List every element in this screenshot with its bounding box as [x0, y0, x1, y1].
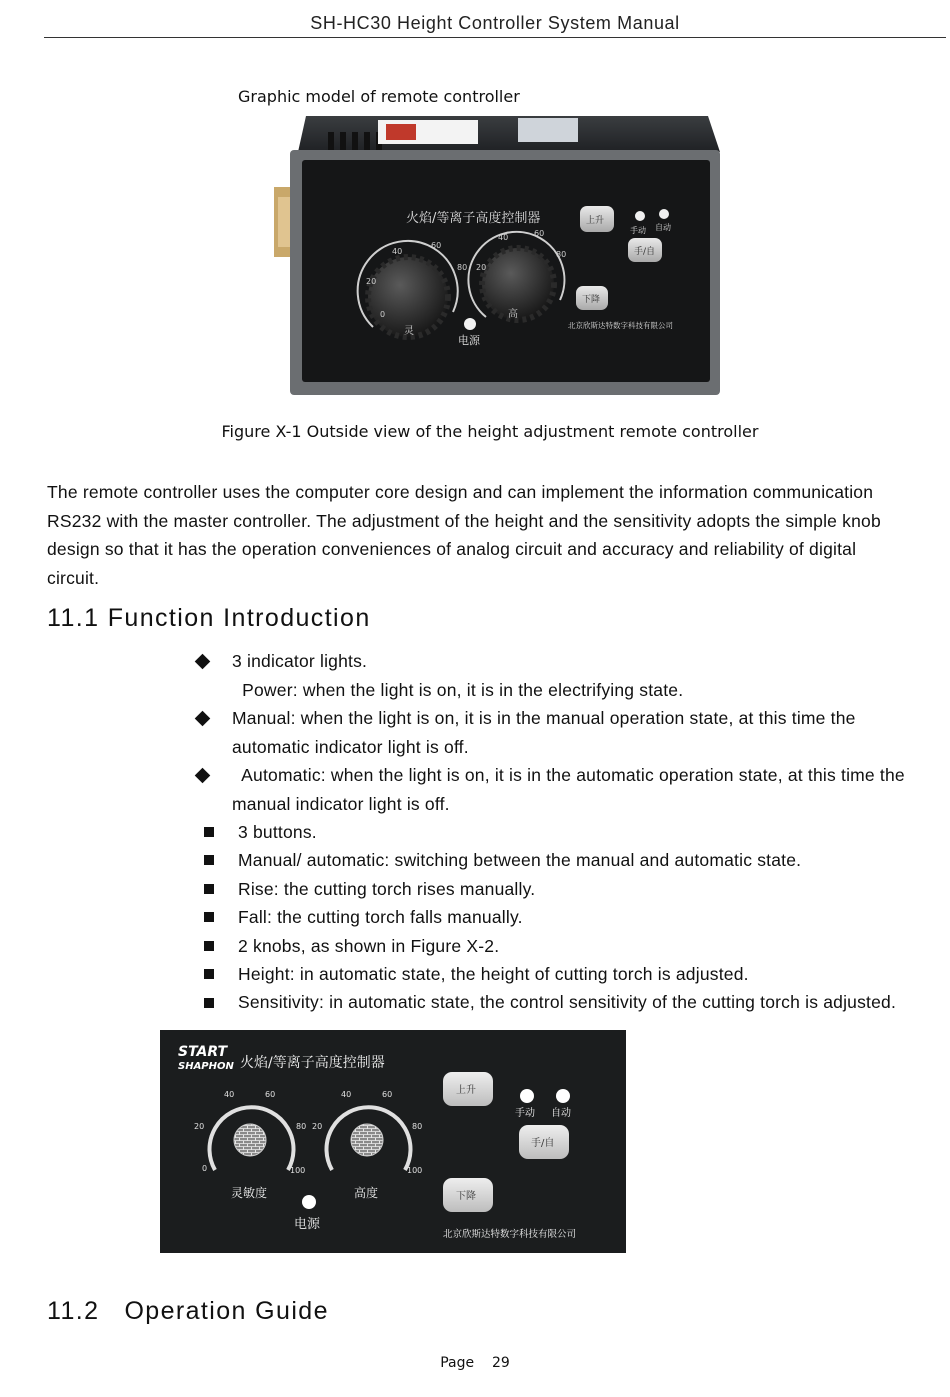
photo-power-led	[464, 318, 476, 330]
list-item-text: 3 buttons.	[238, 822, 317, 842]
list-item-text: Fall: the cutting torch falls manually.	[238, 907, 523, 927]
list-item-text: 3 indicator lights.	[232, 651, 368, 671]
document-header-title: SH-HC30 Height Controller System Manual	[310, 13, 680, 33]
photo-height-knob	[482, 248, 554, 320]
square-bullet	[204, 969, 214, 979]
svg-text:40: 40	[392, 247, 403, 256]
svg-text:40: 40	[224, 1090, 235, 1099]
list-item-text: manual indicator light is off.	[232, 794, 450, 814]
panel-title: 火焰/等离子高度控制器	[240, 1055, 385, 1071]
list-item-text: 2 knobs, as shown in Figure X-2.	[238, 936, 500, 956]
list-item-text: Manual/ automatic: switching between the manual and automatic state.	[238, 850, 802, 870]
svg-text:上升: 上升	[586, 216, 605, 226]
svg-text:100: 100	[407, 1166, 423, 1175]
manual-led-label: 手动	[515, 1108, 535, 1119]
page-footer	[0, 1355, 950, 1371]
list-item-text: Rise: the cutting torch rises manually.	[238, 879, 536, 899]
photo-auto-led	[659, 209, 669, 219]
logo-start: START	[178, 1044, 228, 1060]
power-led	[302, 1195, 316, 1209]
svg-text:80: 80	[556, 250, 567, 259]
auto-led	[556, 1089, 570, 1103]
power-label: 电源	[294, 1217, 321, 1232]
intro-line: RS232 with the master controller. The adjustment of the height and the sensitivity adopts the simple knob	[47, 510, 881, 531]
svg-text:60: 60	[534, 229, 545, 238]
list-item-text: Power: when the light is on, it is in the electrifying state.	[232, 680, 684, 700]
svg-text:20: 20	[312, 1122, 323, 1131]
list-item-text: Manual: when the light is on, it is in the manual operation state, at this time the	[232, 708, 856, 728]
header-rule	[44, 37, 946, 38]
svg-text:高: 高	[508, 309, 518, 320]
svg-text:100: 100	[290, 1166, 306, 1175]
svg-text:电源: 电源	[458, 334, 480, 347]
list-item-text: Height: in automatic state, the height of cutting torch is adjusted.	[238, 964, 749, 984]
square-bullet	[204, 941, 214, 951]
front-panel-diagram	[160, 1030, 626, 1253]
company-name: 北京欣斯达特数字科技有限公司	[443, 1229, 577, 1240]
photo-manual-led	[635, 211, 645, 221]
intro-line: The remote controller uses the computer core design and can implement the information communication	[47, 482, 874, 502]
svg-text:80: 80	[412, 1122, 423, 1131]
square-bullet	[204, 884, 214, 894]
sensitivity-knob	[234, 1124, 266, 1156]
logo-shaphon: SHAPHON	[178, 1061, 234, 1072]
auto-led-label: 自动	[551, 1108, 571, 1119]
svg-text:手/自: 手/自	[531, 1138, 555, 1149]
page-label: Page	[440, 1355, 475, 1371]
section-11-1-heading: 11.1 Function Introduction	[47, 604, 371, 632]
manual-led	[520, 1089, 534, 1103]
list-item-text: automatic indicator light is off.	[232, 737, 469, 757]
svg-text:20: 20	[366, 277, 377, 286]
diamond-bullet	[195, 768, 211, 784]
diamond-bullet	[195, 711, 211, 727]
intro-line: design so that it has the operation conveniences of analog circuit and accuracy and reliability of digital	[47, 539, 857, 559]
list-item-text: Sensitivity: in automatic state, the control sensitivity of the cutting torch is adjusted.	[238, 992, 897, 1012]
square-bullet	[204, 998, 214, 1008]
square-bullet	[204, 855, 214, 865]
square-bullet	[204, 827, 214, 837]
page-number: 29	[491, 1355, 510, 1371]
svg-text:20: 20	[476, 263, 487, 272]
svg-text:40: 40	[341, 1090, 352, 1099]
svg-text:20: 20	[194, 1122, 205, 1131]
svg-text:60: 60	[431, 241, 442, 250]
svg-text:自动: 自动	[655, 223, 671, 232]
svg-text:下降: 下降	[582, 295, 601, 305]
sensitivity-label: 灵敏度	[231, 1186, 268, 1200]
intro-paragraph	[47, 478, 947, 592]
figure-x1-caption: Figure X-1 Outside view of the height adjustment remote controller	[221, 422, 759, 441]
svg-text:下降: 下降	[456, 1191, 476, 1202]
svg-text:80: 80	[457, 263, 468, 272]
section-11-2-heading: 11.2 Operation Guide	[47, 1297, 329, 1325]
controller-photo	[268, 112, 728, 402]
svg-text:北京欣斯达特数字科技有限公司: 北京欣斯达特数字科技有限公司	[568, 321, 673, 330]
photo-caption: Graphic model of remote controller	[238, 87, 520, 106]
svg-text:40: 40	[498, 233, 509, 242]
svg-text:手/自: 手/自	[634, 247, 656, 257]
svg-text:手动: 手动	[630, 226, 646, 235]
height-knob	[351, 1124, 383, 1156]
housing-top	[298, 116, 720, 152]
svg-text:上升: 上升	[456, 1085, 476, 1096]
svg-text:0: 0	[202, 1164, 208, 1173]
diamond-bullet	[195, 654, 211, 670]
svg-text:60: 60	[265, 1090, 276, 1099]
square-bullet	[204, 912, 214, 922]
svg-text:80: 80	[296, 1122, 307, 1131]
svg-text:60: 60	[382, 1090, 393, 1099]
list-item-text: Automatic: when the light is on, it is in the automatic operation state, at this time the	[232, 765, 905, 785]
svg-text:灵: 灵	[404, 326, 414, 337]
height-label: 高度	[354, 1186, 379, 1200]
intro-line: circuit.	[47, 567, 100, 588]
svg-text:0: 0	[380, 310, 386, 319]
photo-panel-title: 火焰/等离子高度控制器	[406, 211, 541, 226]
